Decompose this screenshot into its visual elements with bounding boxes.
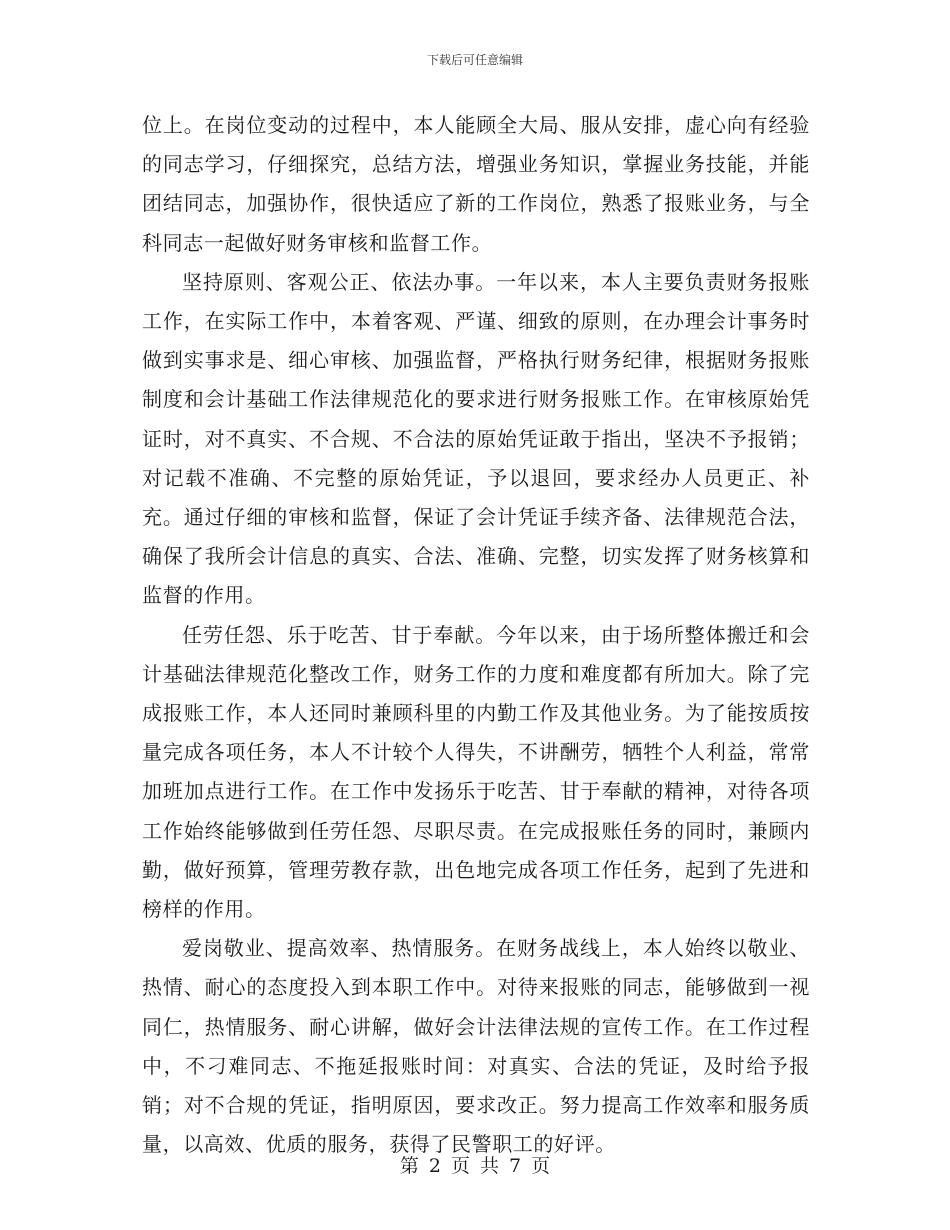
document-body: [142, 106, 810, 1164]
paragraph-dedication: 任劳任怨、乐于吃苦、甘于奉献。今年以来，由于场所整体搬迁和会计基础法律规范化整改工作，财务工作的力度和难度都有所加大。除了完成报账工作，本人还同时兼顾科里的内勤工作及其他业务。为了能按质按量完成各项任务，本人不计较个人得失，不讲酬劳，牺牲个人利益，常常加班加点进行工作。在工作中发扬乐于吃苦、甘于奉献的精神，对待各项工作始终能够做到任劳任怨、尽职尽责。在完成报账任务的同时，兼顾内勤，做好预算，管理劳教存款，出色地完成各项工作任务，起到了先进和榜样的作用。: [142, 622, 810, 922]
paragraph-service: 爱岗敬业、提高效率、热情服务。在财务战线上，本人始终以敬业、热情、耐心的态度投入到本职工作中。对待来报账的同志，能够做到一视同仁，热情服务、耐心讲解，做好会计法律法规的宣传工作。在工作过程中，不刁难同志、不拖延报账时间：对真实、合法的凭证，及时给予报销；对不合规的凭证，指明原因，要求改正。努力提高工作效率和服务质量，以高效、优质的服务，获得了民警职工的好评。: [142, 936, 810, 1157]
paragraph-continuation: 位上。在岗位变动的过程中，本人能顾全大局、服从安排，虚心向有经验的同志学习，仔细探究，总结方法，增强业务知识，掌握业务技能，并能团结同志，加强协作，很快适应了新的工作岗位，熟悉了报账业务，与全科同志一起做好财务审核和监督工作。: [142, 113, 810, 255]
page-number: 第 2 页 共 7 页: [399, 1155, 551, 1177]
page-header-note: 下载后可任意编辑: [426, 53, 523, 67]
paragraph-principles: 坚持原则、客观公正、依法办事。一年以来，本人主要负责财务报账工作，在实际工作中，本着客观、严谨、细致的原则，在办理会计事务时做到实事求是、细心审核、加强监督，严格执行财务纪律，根据财务报账制度和会计基础工作法律规范化的要求进行财务报账工作。在审核原始凭证时，对不真实、不合规、不合法的原始凭证敢于指出，坚决不予报销；对记载不准确、不完整的原始凭证，予以退回，要求经办人员更正、补充。通过仔细的审核和监督，保证了会计凭证手续齐备、法律规范合法，确保了我所会计信息的真实、合法、准确、完整，切实发挥了财务核算和监督的作用。: [142, 269, 810, 608]
